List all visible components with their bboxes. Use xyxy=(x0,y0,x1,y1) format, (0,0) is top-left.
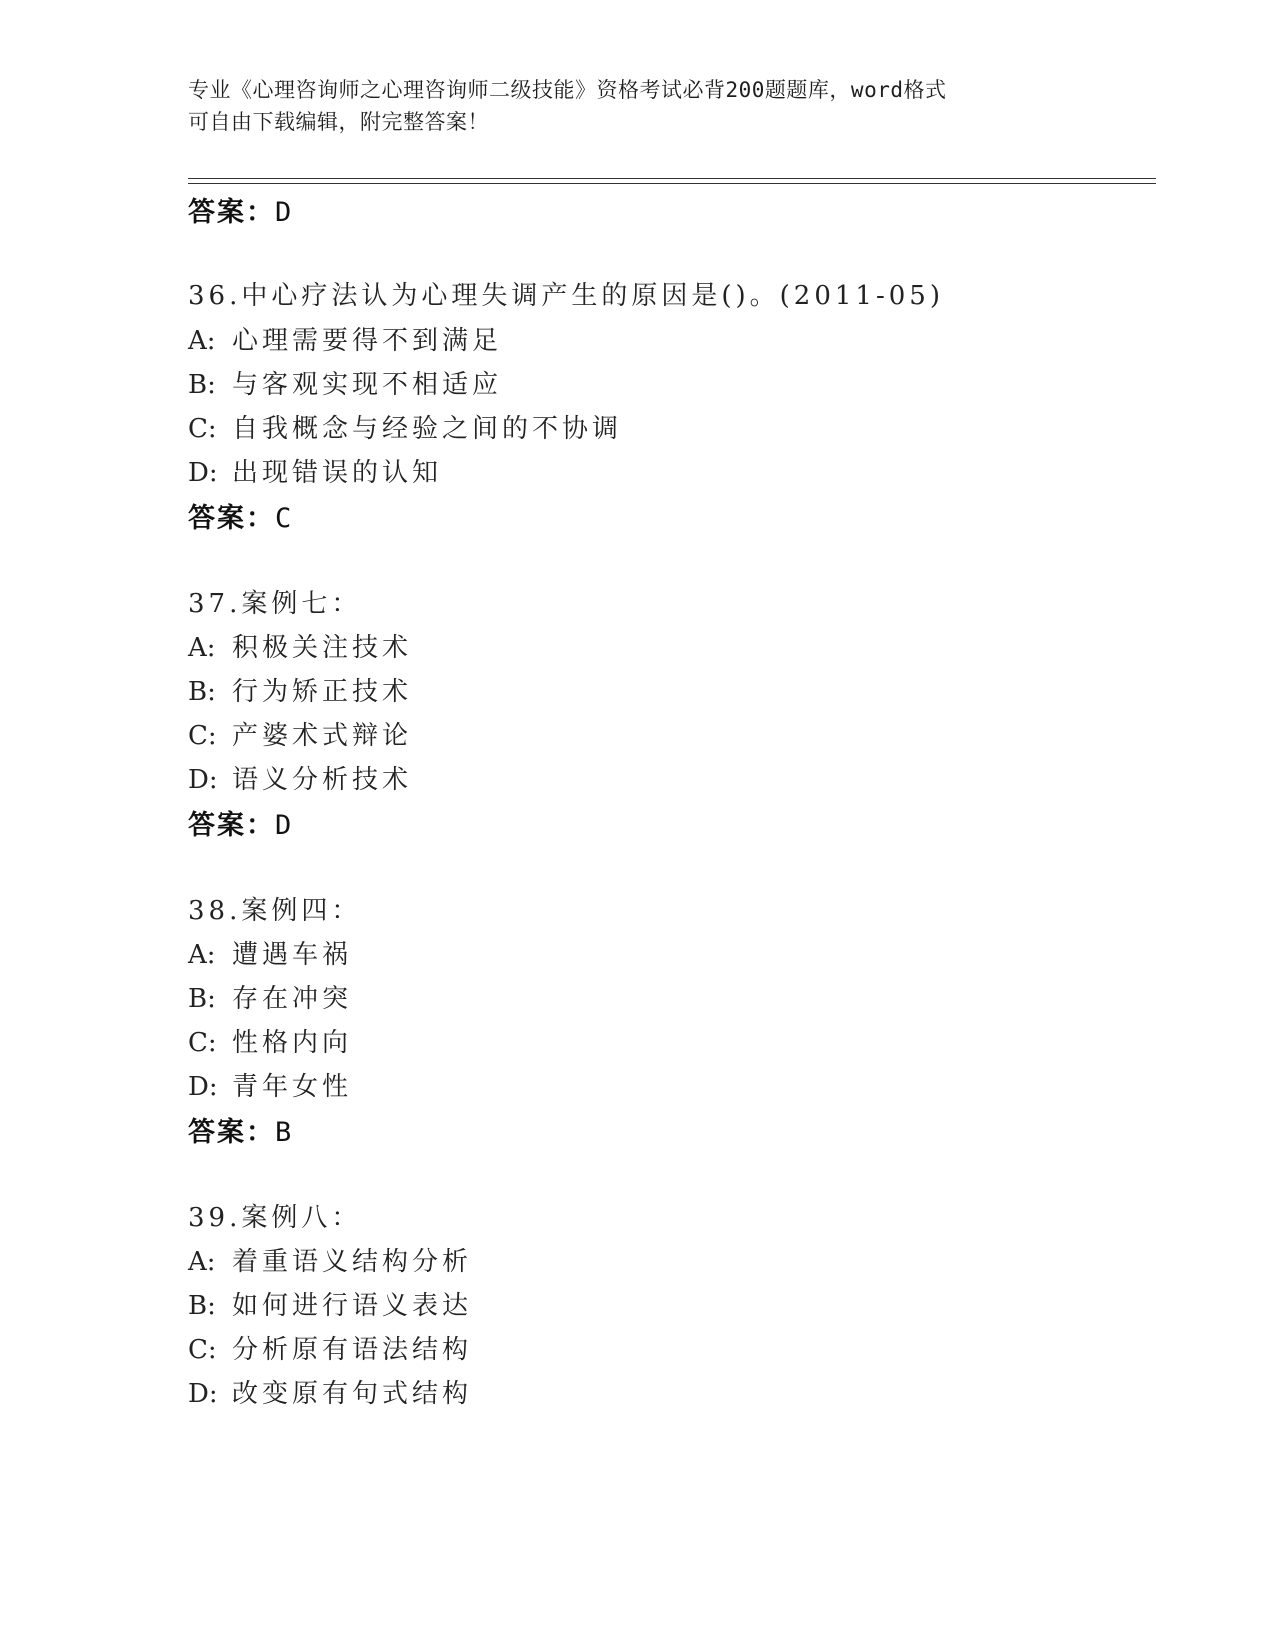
option-text: 着重语义结构分析 xyxy=(232,1247,473,1277)
option-key: D: xyxy=(188,1379,218,1409)
option-key: C: xyxy=(188,414,217,444)
option-key: C: xyxy=(188,1028,217,1058)
question-38-option-a xyxy=(188,934,352,971)
option-text: 行为矫正技术 xyxy=(232,677,413,707)
option-text: 自我概念与经验之间的不协调 xyxy=(232,414,623,444)
option-key: A: xyxy=(188,1247,216,1277)
answer-value: D xyxy=(275,810,294,841)
question-36-stem: 36.中心疗法认为心理失调产生的原因是()。(2011-05) xyxy=(188,281,944,311)
question-37-option-a xyxy=(188,627,412,664)
header-divider-top xyxy=(188,178,1156,179)
answer-label: 答案： xyxy=(188,503,275,534)
option-key: D: xyxy=(188,1072,218,1102)
question-36-option-b xyxy=(188,364,502,401)
answer-value: B xyxy=(275,1117,294,1148)
option-key: A: xyxy=(188,940,216,970)
answer-value: C xyxy=(275,503,294,534)
question-37-option-b xyxy=(188,671,412,708)
question-36-option-a xyxy=(188,320,502,357)
option-key: C: xyxy=(188,721,217,751)
option-text: 分析原有语法结构 xyxy=(232,1335,473,1365)
option-key: B: xyxy=(188,984,216,1014)
question-38-option-b xyxy=(188,978,352,1015)
option-key: B: xyxy=(188,370,216,400)
option-text: 改变原有句式结构 xyxy=(232,1379,473,1409)
question-37-stem: 37.案例七： xyxy=(188,589,362,619)
option-key: D: xyxy=(188,458,218,488)
answer-label: 答案： xyxy=(188,810,275,841)
option-key: D: xyxy=(188,765,218,795)
document-header xyxy=(188,74,1068,138)
question-38-option-d xyxy=(188,1066,352,1103)
option-text: 语义分析技术 xyxy=(232,765,413,795)
question-39-stem: 39.案例八： xyxy=(188,1203,362,1233)
option-text: 存在冲突 xyxy=(232,984,353,1014)
previous-answer xyxy=(188,190,293,229)
answer-label: 答案： xyxy=(188,1117,275,1148)
option-key: A: xyxy=(188,633,216,663)
option-text: 心理需要得不到满足 xyxy=(232,326,503,356)
question-36-answer xyxy=(188,496,293,535)
header-divider-bottom xyxy=(188,183,1156,184)
question-37-option-d xyxy=(188,759,412,796)
option-text: 出现错误的认知 xyxy=(232,458,443,488)
question-37-option-c xyxy=(188,715,412,752)
option-key: A: xyxy=(188,326,216,356)
option-text: 与客观实现不相适应 xyxy=(232,370,503,400)
header-line-2: 可自由下载编辑，附完整答案！ xyxy=(188,110,489,134)
question-39-option-a xyxy=(188,1241,472,1278)
option-text: 如何进行语义表达 xyxy=(232,1291,473,1321)
question-38-stem: 38.案例四： xyxy=(188,896,362,926)
option-key: B: xyxy=(188,677,216,707)
option-text: 积极关注技术 xyxy=(232,633,413,663)
question-36-option-c xyxy=(188,408,622,445)
option-text: 性格内向 xyxy=(232,1028,353,1058)
question-39-option-b xyxy=(188,1285,472,1322)
option-text: 青年女性 xyxy=(232,1072,353,1102)
header-line-1: 专业《心理咨询师之心理咨询师二级技能》资格考试必背200题题库，word格式 xyxy=(188,78,947,102)
question-39-option-d xyxy=(188,1373,472,1410)
option-text: 产婆术式辩论 xyxy=(232,721,413,751)
option-text: 遭遇车祸 xyxy=(232,940,353,970)
question-39-option-c xyxy=(188,1329,472,1366)
question-37-answer xyxy=(188,803,293,842)
question-36-option-d xyxy=(188,452,442,489)
answer-label: 答案： xyxy=(188,197,275,228)
option-key: B: xyxy=(188,1291,216,1321)
question-38-option-c xyxy=(188,1022,352,1059)
question-38-answer xyxy=(188,1110,293,1149)
answer-value: D xyxy=(275,197,294,228)
option-key: C: xyxy=(188,1335,217,1365)
